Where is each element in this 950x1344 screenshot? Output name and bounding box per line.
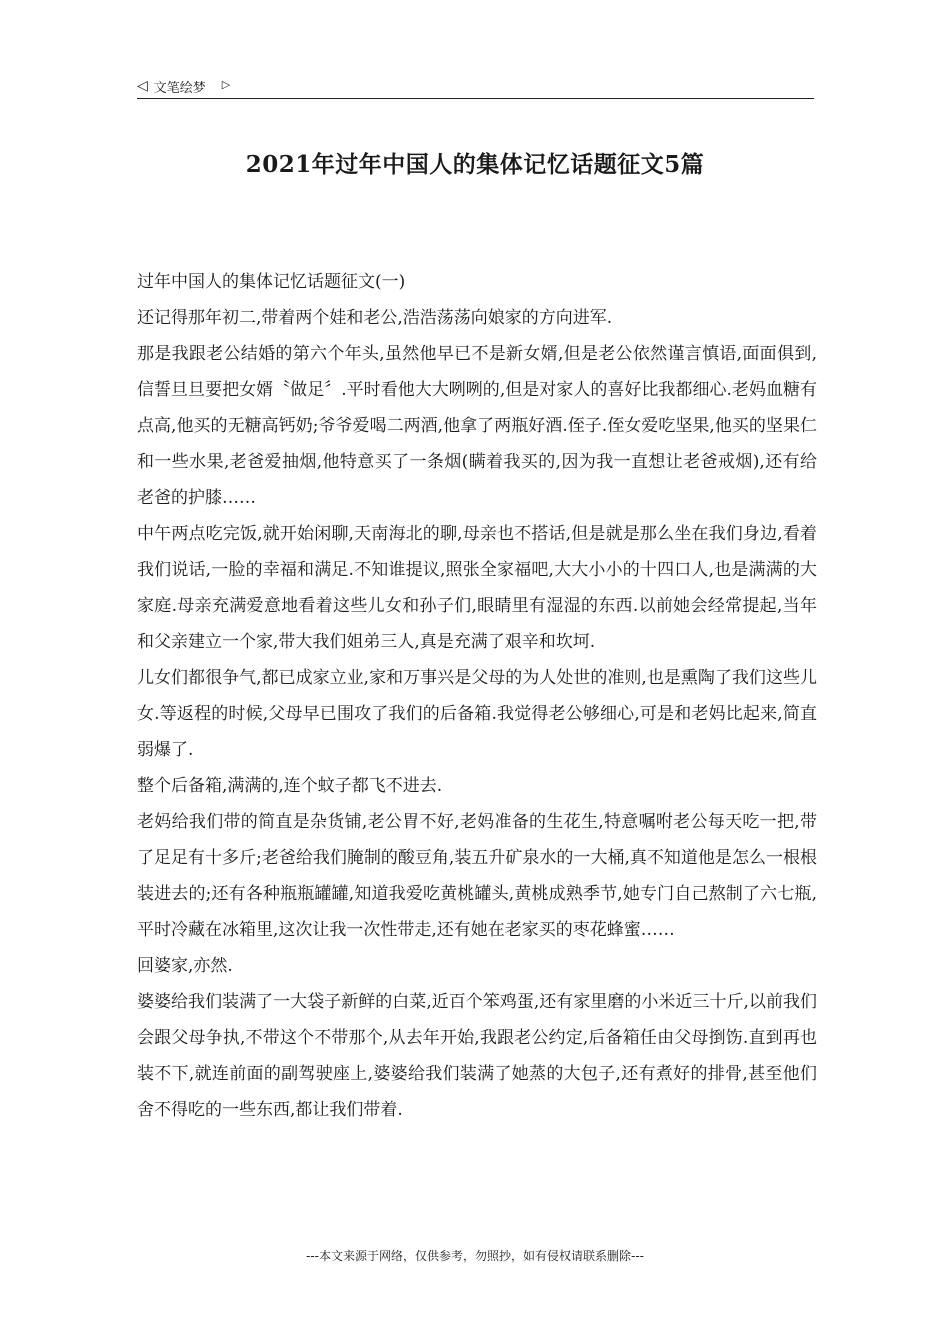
paragraph: 儿女们都很争气,都已成家立业,家和万事兴是父母的为人处世的准则,也是熏陶了我们这些儿女.等返程的时候,父母早已围攻了我们的后备箱.我觉得老公够细心,可是和老妈比起来,简直弱爆了.	[137, 668, 817, 760]
section-heading: 过年中国人的集体记忆话题征文(一)	[137, 272, 406, 292]
triangle-left-icon: ◁	[137, 78, 148, 94]
document-title: 2021年过年中国人的集体记忆话题征文5篇	[245, 151, 705, 178]
brand-label: 文笔绘梦	[153, 80, 206, 96]
triangle-right-icon: ▷	[221, 77, 231, 91]
footer-disclaimer: ---本文来源于网络，仅供参考，勿照抄，如有侵权请联系删除---	[306, 1249, 644, 1263]
paragraph: 老妈给我们带的简直是杂货铺,老公胃不好,老妈准备的生花生,特意嘱咐老公每天吃一把,带了足足有十多斤;老爸给我们腌制的酸豆角,装五升矿泉水的一大桶,真不知道他是怎么一根根装进去的;还有各种瓶瓶罐罐,知道我爱吃黄桃罐头,黄桃成熟季节,她专门自己熬制了六七瓶,平时冷藏在冰箱里,这次让我一次性带走,还有她在老家买的枣花蜂蜜……	[137, 812, 817, 940]
paragraph: 婆婆给我们装满了一大袋子新鲜的白菜,近百个笨鸡蛋,还有家里磨的小米近三十斤,以前我们会跟父母争执,不带这个不带那个,从去年开始,我跟老公约定,后备箱任由父母捯饬.直到再也装不下,就连前面的副驾驶座上,婆婆给我们装满了她蒸的大包子,还有煮好的排骨,甚至他们舍不得吃的一些东西,都让我们带着.	[137, 992, 817, 1120]
page-header	[137, 74, 814, 99]
article-body	[137, 264, 817, 1128]
paragraph: 还记得那年初二,带着两个娃和老公,浩浩荡荡向娘家的方向进军.	[137, 308, 613, 328]
paragraph: 中午两点吃完饭,就开始闲聊,天南海北的聊,母亲也不搭话,但是就是那么坐在我们身边,看着我们说话,一脸的幸福和满足.不知谁提议,照张全家福吧,大大小小的十四口人,也是满满的大家庭.母亲充满爱意地看着这些儿女和孙子们,眼睛里有湿湿的东西.以前她会经常提起,当年和父亲建立一个家,带大我们姐弟三人,真是充满了艰辛和坎坷.	[137, 524, 817, 652]
paragraph: 整个后备箱,满满的,连个蚊子都飞不进去.	[137, 776, 443, 796]
paragraph: 那是我跟老公结婚的第六个年头,虽然他早已不是新女婿,但是老公依然谨言慎语,面面俱到,信誓旦旦要把女婿〝做足〞.平时看他大大咧咧的,但是对家人的喜好比我都细心.老妈血糖有点高,他买的无糖高钙奶;爷爷爱喝二两酒,他拿了两瓶好酒.侄子.侄女爱吃坚果,他买的坚果仁和一些水果,老爸爱抽烟,他特意买了一条烟(瞒着我买的,因为我一直想让老爸戒烟),还有给老爸的护膝……	[137, 344, 817, 508]
paragraph: 回婆家,亦然.	[137, 956, 233, 976]
